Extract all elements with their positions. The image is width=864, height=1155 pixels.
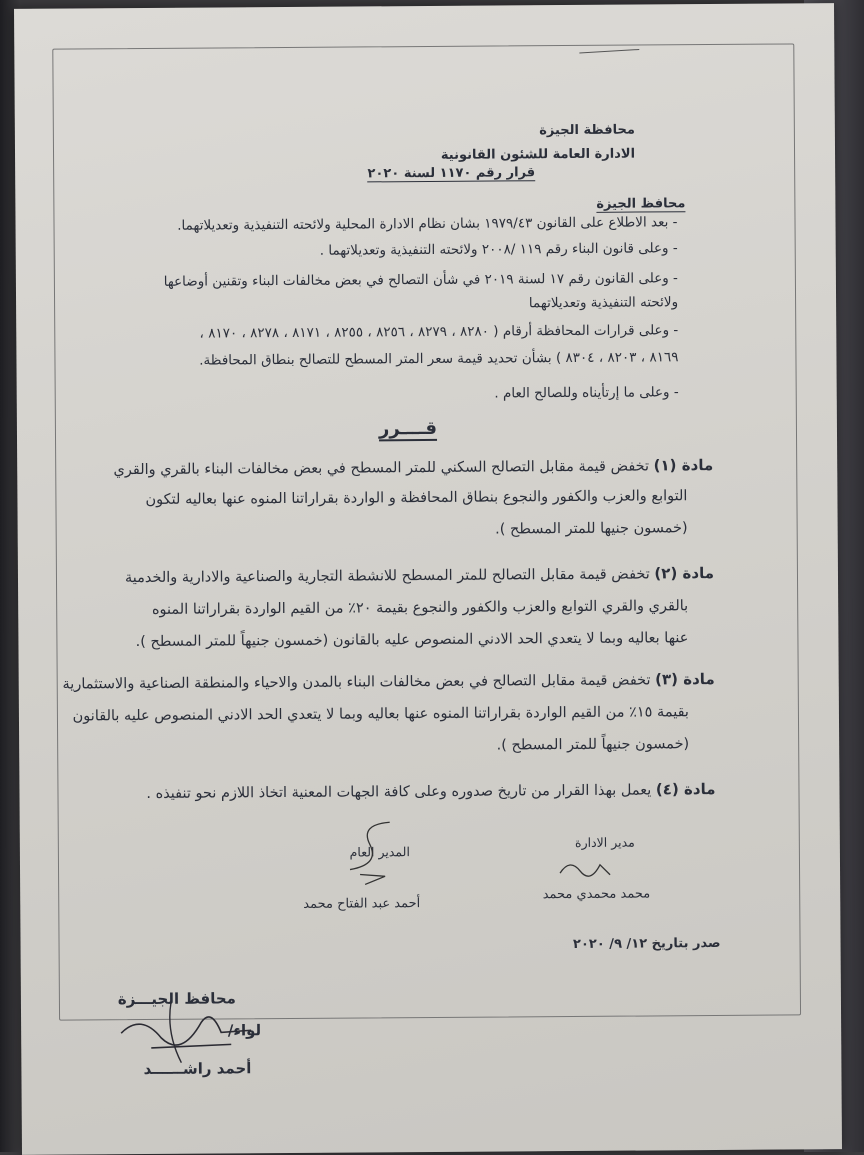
header-department: الادارة العامة للشئون القانونية: [440, 146, 636, 163]
article-3-label: مادة (٣): [655, 670, 715, 689]
governor-rank: لواء/: [227, 1021, 262, 1040]
article-text: تخفض قيمة مقابل التصالح في بعض مخالفات البناء بالمدن والاحياء والمنطقة الصناعية والاستثمارية: [62, 672, 651, 693]
general-manager-name: أحمد عبد الفتاح محمد: [303, 896, 421, 912]
article-4-label: مادة (٤): [655, 779, 716, 799]
article-1-label: مادة (١): [653, 456, 714, 475]
general-manager-signature: [330, 814, 401, 889]
admin-manager-title: مدير الادارة: [574, 834, 635, 850]
governor-label: محافظ الجيزة: [596, 196, 686, 212]
article-text: بقيمة ١٥٪ من القيم الواردة بقراراتنا المنوه عنها بعاليه وبما لا يتعدي الحد الادني المنصوص عليه بالقانون: [72, 704, 689, 725]
governor-signature-title: محافظ الجيـــزة: [117, 989, 236, 1009]
decree-title: قرار رقم ١١٧٠ لسنة ٢٠٢٠: [367, 165, 536, 182]
governor-name: أحمد راشــــــد: [143, 1059, 252, 1078]
preamble-line: ولائحته التنفيذية وتعديلاتهما: [528, 294, 679, 312]
preamble-line: - وعلى القانون رقم ١٧ لسنة ٢٠١٩ في شأن التصالح في بعض مخالفات البناء وتقنين أوضاعها: [163, 270, 678, 290]
article-text: تخفض قيمة مقابل التصالح السكني للمتر المسطح في بعض مخالفات البناء بالقري والقري: [113, 458, 650, 479]
decided-heading: قــــرر: [378, 417, 438, 440]
article-text: بالقري والقري التوابع والعزب والكفور والنجوع بقيمة ٢٠٪ من القيم الواردة بقراراتنا المنوه: [151, 598, 689, 618]
preamble-line: - وعلى قانون البناء رقم ١١٩ /٢٠٠٨ ولائحته التنفيذية وتعديلاتهما .: [319, 240, 678, 259]
preamble-line: - وعلى قرارات المحافظة أرقام ( ٨٢٨٠ ، ٨٢٧٩ ، ٨٢٥٦ ، ٨٢٥٥ ، ٨١٧١ ، ٨٢٧٨ ، ٨١٧٠ ،: [199, 322, 679, 342]
preamble-line: ٨١٦٩ ، ٨٢٠٣ ، ٨٣٠٤ ) بشأن تحديد قيمة سعر المتر المسطح للتصالح بنطاق المحافظة.: [199, 349, 679, 369]
article-text: (خمسون جنيهاً للمتر المسطح ).: [496, 736, 690, 754]
header-governorate: محافظة الجيزة: [539, 122, 635, 139]
general-manager-title: المدير العام: [349, 844, 410, 860]
admin-signature: [555, 853, 615, 883]
issue-date: صدر بتاريخ ١٢/ ٩/ ٢٠٢٠: [572, 935, 721, 952]
article-text: تخفض قيمة مقابل التصالح للمتر المسطح للانشطة التجارية والصناعية والادارية والخدمية: [124, 566, 650, 587]
preamble-line: - بعد الاطلاع على القانون ١٩٧٩/٤٣ بشان نظام الادارة المحلية ولائحته التنفيذية وتعديلاتهما.: [177, 214, 678, 234]
article-2-label: مادة (٢): [654, 564, 715, 583]
article-text: يعمل بهذا القرار من تاريخ صدوره وعلى كافة الجهات المعنية اتخاذ اللازم نحو تنفيذه .: [146, 782, 652, 802]
document-border: [52, 43, 801, 1020]
article-text: عنها بعاليه وبما لا يتعدي الحد الادني المنصوص عليه بالقانون (خمسون جنيهاً للمتر المسطح ).: [135, 630, 689, 651]
admin-manager-name: محمد محمدي محمد: [542, 886, 651, 903]
preamble-line: - وعلى ما إرتأيناه وللصالح العام .: [494, 384, 679, 402]
document-page: [14, 3, 842, 1155]
article-text: التوابع والعزب والكفور والنجوع بنطاق المحافظة و الواردة بقراراتنا المنوه عنها بعاليه لتكون: [145, 488, 688, 508]
article-text: (خمسون جنيها للمتر المسطح ).: [495, 520, 688, 538]
